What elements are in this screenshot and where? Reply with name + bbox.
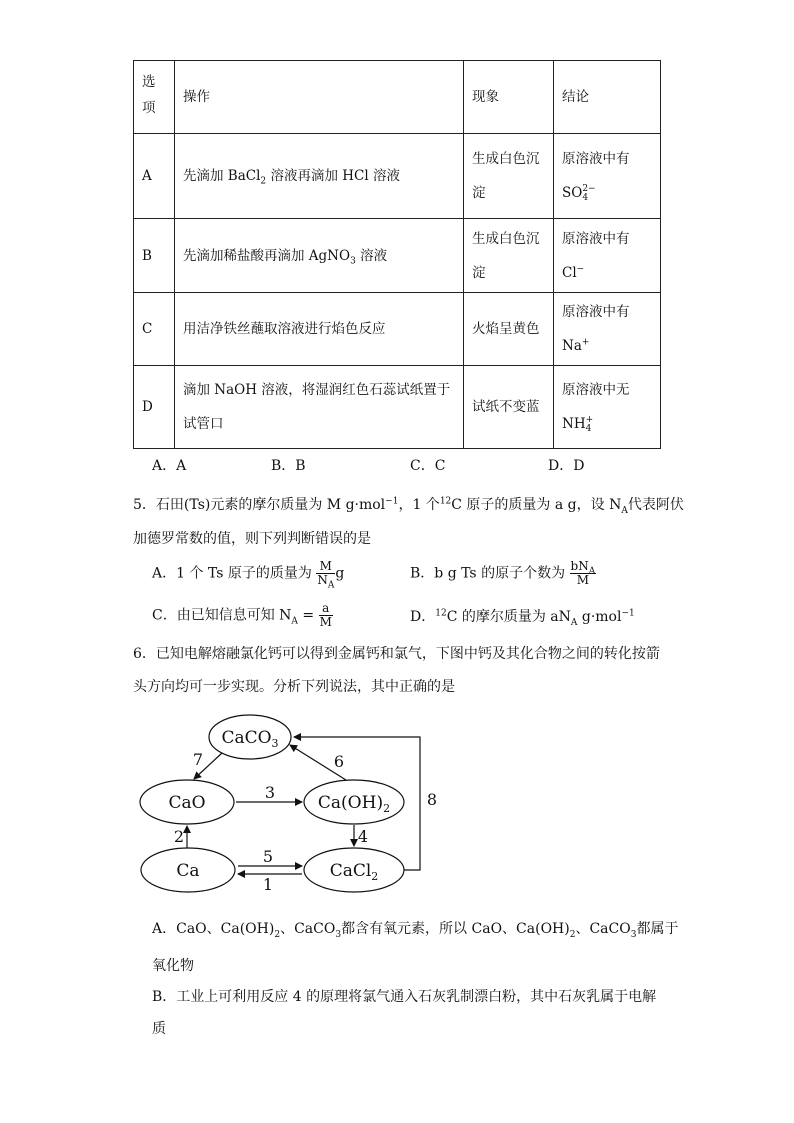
choice-text: 都属于	[636, 921, 679, 937]
row-operation	[175, 293, 464, 366]
header-operation: 操作	[175, 61, 464, 134]
ion-sub: 4	[585, 423, 592, 434]
q5-stem-line2: 加德罗常数的值，则下列判断错误的是	[133, 531, 371, 547]
table-row	[134, 134, 661, 219]
conclusion-text: 原溶液中有	[562, 151, 630, 167]
choice-text: 、CaCO	[575, 921, 631, 937]
arrow-label-6: 6	[333, 752, 345, 771]
ion-sub: 4	[582, 192, 589, 203]
ion: Na	[562, 338, 582, 354]
q6-stem-line2: 头方向均可一步实现。分析下列说法，其中正确的是	[133, 679, 455, 695]
q6-choice-b-line2: 质	[152, 1021, 166, 1037]
choice-text: C．由已知信息可知 N	[152, 607, 292, 624]
phenomenon-text: 生成白色沉淀	[472, 230, 540, 281]
q5-choice-b	[410, 560, 596, 587]
den-text: N	[317, 573, 328, 587]
q4-choice-c: C．C	[410, 458, 446, 474]
denominator: M	[319, 615, 332, 629]
q4-choice-a: A．A	[152, 458, 187, 474]
fraction	[319, 602, 333, 629]
q6-stem-line1: 6．已知电解熔融氯化钙可以得到金属钙和氯气，下图中钙及其化合物之间的转化按箭	[133, 646, 660, 662]
header-option	[134, 61, 175, 134]
q4-choice-b: B．B	[271, 458, 306, 474]
choice-text: A．1 个 Ts 原子的质量为	[152, 565, 312, 582]
row-phenomenon	[464, 134, 554, 219]
choice-text: g	[335, 565, 345, 582]
q4-choice-d: D．D	[548, 458, 585, 474]
phenomenon-text: 试纸不变蓝	[472, 399, 540, 415]
fraction	[316, 559, 335, 591]
row-option: C	[134, 293, 175, 366]
arrow-label-4: 4	[357, 827, 369, 846]
choice-text: D．	[410, 609, 436, 625]
denominator	[316, 573, 335, 591]
choice-text: 都含有氧元素，所以 CaO、Ca	[341, 921, 536, 937]
ion-sup: −	[576, 264, 585, 274]
q5-choice-d	[410, 606, 635, 626]
arrow-label-7: 7	[192, 750, 204, 769]
choice-sub: A	[570, 617, 578, 628]
choice-text: 、CaCO	[280, 921, 336, 937]
numerator: M	[316, 560, 335, 574]
label-ca: Ca	[176, 861, 200, 881]
choice-sup: −1	[621, 608, 635, 619]
q5-choice-a	[152, 559, 345, 591]
q6-choice-a-line1	[152, 918, 678, 938]
choice-sub: A	[291, 616, 298, 627]
q5-choice-c	[152, 602, 333, 629]
q5-sub: A	[621, 505, 628, 516]
row-phenomenon	[464, 366, 554, 449]
conclusion-text: 原溶液中无	[562, 382, 630, 398]
ion-sup: +	[581, 337, 590, 348]
q5-text: 5．石田(Ts)元素的摩尔质量为 M g·mol	[133, 497, 386, 513]
q5-text: 代表阿伏	[627, 497, 684, 513]
choice-sub: 2	[274, 929, 281, 940]
op-text: 用洁净铁丝蘸取溶液进行焰色反应	[183, 321, 386, 337]
label-cao: CaO	[168, 793, 206, 813]
choice-text: A．CaO、Ca	[152, 921, 240, 937]
table-row	[134, 293, 661, 366]
num-sub: A	[588, 566, 596, 577]
fraction	[570, 560, 597, 587]
choice-text: g·mol	[577, 609, 622, 625]
row-operation	[175, 219, 464, 293]
choice-text: (OH)	[535, 921, 570, 937]
label-caoh2: $Ca(OH)_2$	[317, 793, 391, 815]
row-option: B	[134, 219, 175, 293]
arrow-label-8: 8	[426, 790, 438, 809]
row-conclusion	[554, 219, 661, 293]
choice-text: C 的摩尔质量为 aN	[446, 609, 571, 625]
row-option: A	[134, 134, 175, 219]
choice-sub: 2	[569, 929, 576, 940]
header-option-text: 选项	[142, 74, 156, 116]
q6-choice-b-line1: B．工业上可利用反应 4 的原理将氯气通入石灰乳制漂白粉，其中石灰乳属于电解	[152, 989, 657, 1005]
row-conclusion	[554, 134, 661, 219]
op-text: 滴加 NaOH 溶液，将湿润红色石蕊试纸置于试管口	[183, 382, 451, 432]
choice-text: =	[297, 607, 315, 624]
choice-sub: 3	[630, 929, 637, 940]
q5-sup: 12	[439, 496, 452, 507]
row-operation	[175, 366, 464, 449]
choice-sub: 3	[335, 929, 342, 940]
arrow-label-3: 3	[264, 783, 276, 802]
calcium-conversion-diagram	[130, 705, 450, 900]
den-sub: A	[327, 580, 335, 591]
label-caco3: CaCO$_3$	[221, 728, 279, 750]
header-conclusion: 结论	[554, 61, 661, 134]
op-text-post: 溶液	[355, 247, 388, 264]
numerator	[570, 559, 597, 577]
arrow-label-5: 5	[262, 847, 274, 866]
row-phenomenon	[464, 293, 554, 366]
q5-text: C 原子的质量为 a g，设 N	[451, 497, 622, 513]
arrow-label-1: 1	[262, 875, 274, 894]
phenomenon-text: 火焰呈黄色	[472, 321, 540, 337]
row-option: D	[134, 366, 175, 449]
row-phenomenon	[464, 219, 554, 293]
q5-sup: −1	[385, 496, 399, 507]
ion: Cl	[562, 264, 577, 281]
choice-text: B．b g Ts 的原子个数为	[410, 565, 566, 582]
ion-sup: +	[585, 414, 594, 425]
table-header-row	[134, 61, 661, 134]
label-cacl2: CaCl$_2$	[329, 861, 379, 883]
ion: NH	[562, 416, 586, 432]
header-phenomenon: 现象	[464, 61, 554, 134]
denominator: M	[576, 573, 590, 587]
q5-stem-line1	[133, 494, 684, 514]
table-row	[134, 219, 661, 293]
conclusion-text: 原溶液中有	[562, 230, 630, 247]
conclusion-text: 原溶液中有	[562, 304, 630, 320]
experiment-table	[133, 60, 661, 449]
op-sub: 3	[350, 256, 356, 267]
choice-text: (OH)	[239, 921, 275, 937]
op-text: 先滴加 BaCl	[183, 168, 261, 184]
op-sub: 2	[260, 176, 267, 187]
choice-sup: 12	[435, 608, 447, 619]
table-row	[134, 366, 661, 449]
row-conclusion	[554, 366, 661, 449]
ion-sup: 2−	[582, 183, 596, 194]
row-operation	[175, 134, 464, 219]
q6-choice-a-line2: 氧化物	[152, 958, 194, 974]
phenomenon-text: 生成白色沉淀	[472, 151, 540, 201]
op-text: 先滴加稀盐酸再滴加 AgNO	[183, 247, 351, 264]
ion: SO	[562, 185, 583, 201]
row-conclusion	[554, 293, 661, 366]
arrow-label-2: 2	[173, 827, 185, 846]
q5-text: ，1 个	[398, 497, 440, 513]
numerator: a	[319, 602, 333, 616]
op-text-post: 溶液再滴加 HCl 溶液	[266, 168, 400, 184]
num-text: bN	[570, 559, 589, 573]
